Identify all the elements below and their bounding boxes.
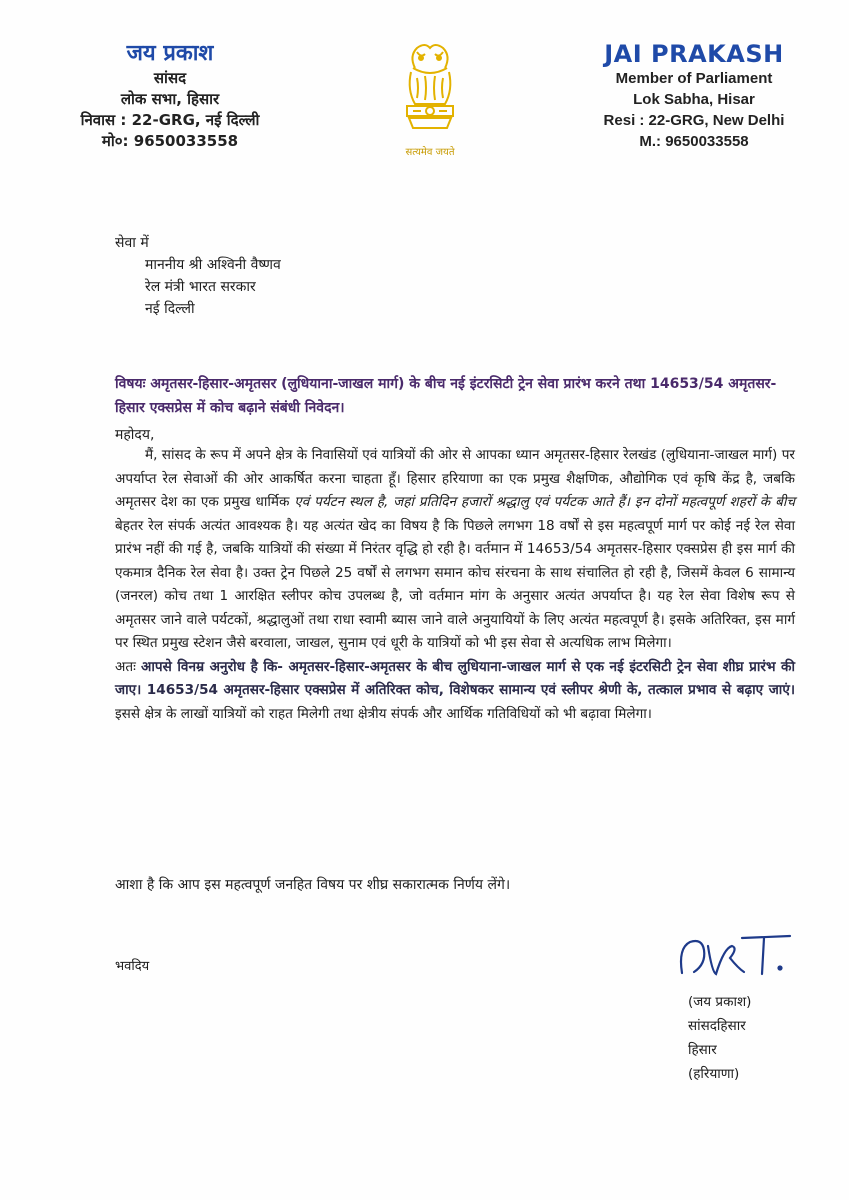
sender-constituency-english: Lok Sabha, Hisar bbox=[633, 91, 755, 108]
signature-block bbox=[688, 990, 751, 1086]
body-paragraph-2 bbox=[115, 656, 795, 727]
address-line: नई दिल्ली bbox=[145, 301, 195, 317]
address-line: माननीय श्री अश्विनी वैष्णव bbox=[145, 257, 281, 273]
letterhead-english bbox=[579, 40, 809, 152]
emblem-motto: सत्यमेव जयते bbox=[405, 147, 455, 158]
letterhead-hindi bbox=[60, 40, 280, 152]
national-emblem bbox=[385, 38, 475, 168]
salutation: महोदय, bbox=[115, 427, 155, 443]
body-paragraph-1 bbox=[115, 444, 795, 656]
sender-title-english: Member of Parliament bbox=[615, 70, 773, 87]
regards: भवदिय bbox=[115, 959, 150, 974]
sender-mobile-hindi: मो०: 9650033558 bbox=[101, 132, 239, 150]
signatory-title: सांसदहिसार bbox=[688, 1018, 746, 1034]
letter-subject: विषयः अमृतसर-हिसार-अमृतसर (लुधियाना-जाखल मार्ग) के बीच नई इंटरसिटी ट्रेन सेवा प्रारंभ करने तथा 14653/54 अमृतसर-हिसार एक्सप्रेस में कोच बढ़ाने संबंधी निवेदन। bbox=[115, 376, 777, 416]
body-text-a: मैं, सांसद के रूप में अपने क्षेत्र के निवासियों एवं यात्रियों की ओर से आपका ध्यान अमृतसर-हिसार रेलखंड (लुधियाना-जाखल मार्ग) पर अपर्याप्त रेल सेवाओं की ओर आकर्षित करना चाहता हूँ। हिसार हरियाणा का एक प्रमुख शैक्षणिक, औद्योगिक एवं कृषि केंद्र है, जबकि अमृतसर देश का एक प्रमुख धार्मिक bbox=[115, 447, 795, 510]
request-lead: अतः bbox=[115, 658, 142, 675]
request-text: आपसे विनम्र अनुरोध है कि- अमृतसर-हिसार-अमृतसर के बीच लुधियाना-जाखल मार्ग से एक नई इंटरसिटी ट्रेन सेवा शीघ्र प्रारंभ की जाए। 14653/54 अमृतसर-हिसार एक्सप्रेस में अतिरिक्त कोच, विशेषकर सामान्य एवं स्लीपर श्रेणी के, तत्काल प्रभाव से बढ़ाए जाएं। bbox=[115, 658, 796, 698]
closing-line: आशा है कि आप इस महत्वपूर्ण जनहित विषय पर शीघ्र सकारात्मक निर्णय लेंगे। bbox=[115, 877, 511, 893]
request-outcome: इससे क्षेत्र के लाखों यात्रियों को राहत मिलेगी तथा क्षेत्रीय संपर्क और आर्थिक गतिविधियों को भी बढ़ावा मिलेगा। bbox=[115, 705, 652, 722]
signature-icon bbox=[672, 928, 802, 988]
signatory-state: (हरियाणा) bbox=[688, 1066, 740, 1082]
letter-body bbox=[115, 444, 795, 726]
sender-residence-hindi: निवास : 22-GRG, नई दिल्ली bbox=[80, 111, 260, 129]
signatory-name: (जय प्रकाश) bbox=[688, 994, 752, 1010]
sender-name-hindi: जय प्रकाश bbox=[126, 41, 214, 66]
signatory-city: हिसार bbox=[688, 1042, 717, 1058]
body-text-b: बेहतर रेल संपर्क अत्यंत आवश्यक है। यह अत्यंत खेद का विषय है कि पिछले लगभग 18 वर्षों से इस महत्वपूर्ण मार्ग पर कोई नई रेल सेवा प्रारंभ नहीं की गई है, जबकि यात्रियों की संख्या में निरंतर वृद्धि हो रही है। वर्तमान में 14653/54 अमृतसर-हिसार एक्सप्रेस ही इस मार्ग की एकमात्र दैनिक रेल सेवा है। उक्त ट्रेन पिछले 25 वर्षों से लगभग समान कोच संरचना के साथ संचालित हो रही है, जिसमें केवल 6 सामान्य (जनरल) कोच तथा 1 आरक्षित स्लीपर कोच उपलब्ध है, जो वर्तमान मांग के अनुसार अत्यंत अपर्याप्त है। यह रेल सेवा विशेष रूप से अमृतसर जाने वाले पर्यटकों, श्रद्धालुओं तथा राधा स्वामी ब्यास जाने वाले अनुयायियों के लिए अत्यंत महत्वपूर्ण है। इसके अतिरिक्त, इस मार्ग पर स्थित प्रमुख स्टेशन जैसे बरवाला, जाखल, सुनाम एवं धूरी के यात्रियों को भी इस सेवा से अत्यधिक लाभ मिलेगा। bbox=[115, 517, 795, 651]
recipient-address bbox=[115, 232, 281, 320]
body-text-italic: एवं पर्यटन स्थल है, जहां प्रतिदिन हजारों श्रद्धालु एवं पर्यटक आते हैं। इन दोनों महत्वपूर्ण शहरों के बीच bbox=[294, 494, 795, 510]
address-line: सेवा में bbox=[115, 235, 149, 251]
sender-name-english: JAI PRAKASH bbox=[604, 40, 784, 68]
sender-mobile-english: M.: 9650033558 bbox=[639, 133, 749, 150]
sender-residence-english: Resi : 22-GRG, New Delhi bbox=[603, 112, 785, 129]
lion-capital-icon bbox=[395, 38, 465, 146]
sender-title-hindi: सांसद bbox=[153, 69, 187, 87]
address-line: रेल मंत्री भारत सरकार bbox=[145, 279, 256, 295]
sender-constituency-hindi: लोक सभा, हिसार bbox=[120, 90, 220, 108]
